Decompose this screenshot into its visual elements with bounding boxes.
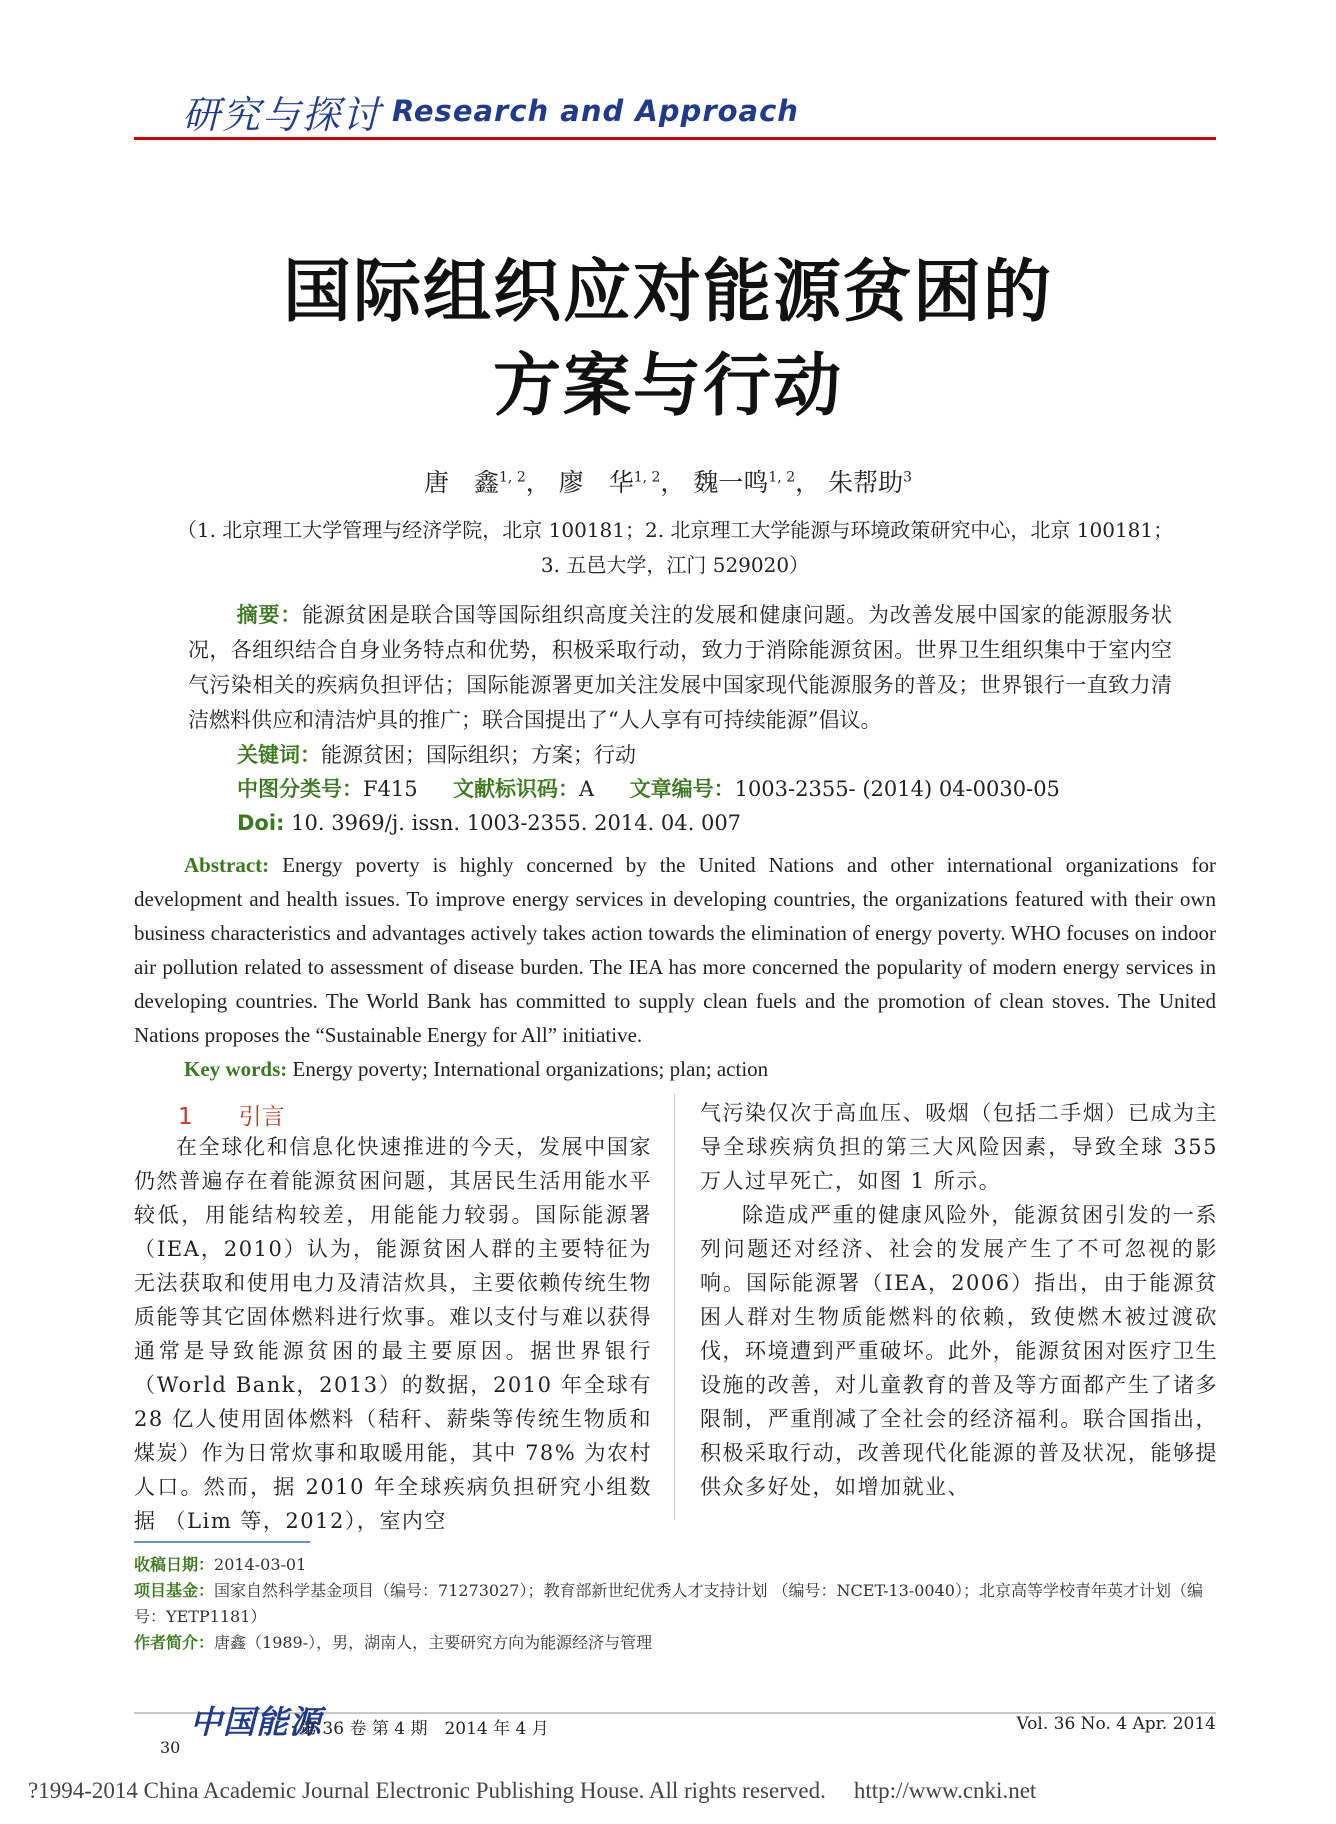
author-bio-label: 作者简介： — [134, 1633, 215, 1652]
affiliation-line-2: 3. 五邑大学，江门 529020） — [540, 553, 810, 577]
abstract-en-label: Abstract: — [184, 853, 270, 877]
issue-info-cn: 第 36 卷 第 4 期 2014 年 4 月 — [300, 1719, 549, 1739]
clc-label: 中图分类号： — [237, 777, 363, 801]
abstract-en-text: Energy poverty is highly concerned by the United Nations and other international organizations for development and health issues. To improve energy services in developing countries, the organizations featured with their own business characteristics and advantages actively takes action towards the elimination of energy poverty. WHO focuses on indoor air pollution related to assessment of disease burden. The IEA has more concerned the popularity of modern energy services in developing countries. The World Bank has committed to supply clean fuels and the promotion of clean stoves. The United Nations proposes the “Sustainable Energy for All” initiative. — [134, 853, 1217, 1047]
author-affil-mark: 1, 2 — [499, 469, 526, 486]
footnote-rule — [134, 1541, 310, 1543]
footnote-fund — [134, 1578, 1216, 1630]
doc-code-label: 文献标识码： — [453, 777, 580, 801]
section-title-cn: 研究与探讨 — [182, 93, 383, 137]
author-affil-mark: 3 — [903, 469, 912, 486]
cnki-link[interactable]: http://www.cnki.net — [853, 1778, 1037, 1803]
keywords-en-text: Energy poverty; International organizations; plan; action — [292, 1057, 769, 1081]
abstract-en — [134, 848, 1216, 1052]
body-column-left — [134, 1130, 652, 1538]
article-number-value: 1003-2355- (2014) 04-0030-05 — [734, 777, 1060, 801]
doi-line — [237, 806, 741, 840]
abstract-cn-label: 摘要： — [236, 603, 303, 627]
doi-label: Doi: — [237, 811, 285, 835]
author-name: 廖 华 — [558, 468, 634, 497]
clc-value: F415 — [363, 777, 418, 801]
section-title-en: Research and Approach — [392, 94, 799, 128]
issue-info-en: Vol. 36 No. 4 Apr. 2014 — [1016, 1714, 1216, 1734]
received-value: 2014-03-01 — [214, 1555, 307, 1574]
abstract-cn — [188, 598, 1172, 738]
classification-line — [237, 772, 1060, 806]
author-bio-value: 唐鑫（1989-），男，湖南人，主要研究方向为能源经济与管理 — [214, 1633, 653, 1652]
body-paragraph: 气污染仅次于高血压、吸烟（包括二手烟）已成为主导全球疾病负担的第三大风险因素，导致全球 355 万人过早死亡，如图 1 所示。 — [700, 1101, 1218, 1193]
copyright-text: ?1994-2014 China Academic Journal Electronic Publishing House. All rights reserved. — [28, 1778, 826, 1803]
keywords-cn-label: 关键词： — [237, 743, 321, 767]
article-number-label: 文章编号： — [629, 777, 735, 801]
author-affil-mark: 1, 2 — [768, 469, 796, 486]
journal-logo: 中国能源 — [190, 1703, 323, 1741]
footnote-received — [134, 1552, 1216, 1578]
keywords-cn-text: 能源贫困；国际组织；方案；行动 — [321, 743, 636, 767]
author-name: 朱帮助 — [828, 468, 904, 497]
affiliation-line-1: （1. 北京理工大学管理与经济学院，北京 100181；2. 北京理工大学能源与环境政策研究中心，北京 100181； — [176, 518, 1174, 542]
abstract-cn-text: 能源贫困是联合国等国际组织高度关注的发展和健康问题。为改善发展中国家的能源服务状况，各组织结合自身业务特点和优势，积极采取行动，致力于消除能源贫困。世界卫生组织集中于室内空气污染相关的疾病负担评估；国际能源署更加关注发展中国家现代能源服务的普及；世界银行一直致力清洁燃料供应和清洁炉具的推广；联合国提出了“人人享有可持续能源”倡议。 — [188, 603, 1173, 732]
author-affil-mark: 1, 2 — [633, 469, 661, 486]
copyright-line — [0, 1778, 1336, 1804]
header-rule — [134, 137, 1216, 140]
article-title — [0, 246, 1336, 434]
keywords-en-label: Key words: — [184, 1057, 288, 1081]
body-paragraph: 除造成严重的健康风险外，能源贫困引发的一系列问题还对经济、社会的发展产生了不可忽视的影响。国际能源署（IEA，2006）指出，由于能源贫困人群对生物质能燃料的依赖，致使燃木被过渡砍伐，环境遭到严重破坏。此外，能源贫困对医疗卫生设施的改善，对儿童教育的普及等方面都产生了诸多限制，严重削减了全社会的经济福利。联合国指出，积极采取行动，改善现代化能源的普及状况，能够提供众多好处，如增加就业、 — [700, 1203, 1218, 1499]
body-paragraph: 在全球化和信息化快速推进的今天，发展中国家仍然普遍存在着能源贫困问题，其居民生活用能水平较低，用能结构较差，用能能力较弱。国际能源署（IEA，2010）认为，能源贫困人群的主要特征为无法获取和使用电力及清洁炊具，主要依赖传统生物质能等其它固体燃料进行炊事。难以支付与难以获得通常是导致能源贫困的最主要原因。据世界银行（World Bank，2013）的数据，2010 年全球有 28 亿人使用固体燃料（秸秆、薪柴等传统生物质和煤炭）作为日常炊事和取暖用能，其中 78% 为农村人口。然而，据 2010 年全球疾病负担研究小组数据 （Lim 等，2012），室内空 — [134, 1135, 652, 1533]
author-name: 唐 鑫 — [424, 468, 500, 497]
column-divider — [674, 1094, 675, 1520]
author-list: 唐 鑫$^{1, 2}$， 廖 华$^{1, 2}$， 魏一鸣$^{1, 2}$， 朱帮助$^3$ — [424, 468, 912, 497]
section-1-heading: 1 引言 — [178, 1104, 285, 1130]
title-line-1: 国际组织应对能源贫困的 — [282, 253, 1053, 332]
doc-code-value: A — [579, 777, 595, 801]
affiliations — [134, 513, 1216, 583]
fund-label: 项目基金： — [134, 1581, 215, 1600]
title-line-2: 方案与行动 — [492, 347, 843, 426]
received-label: 收稿日期： — [134, 1555, 215, 1574]
fund-value: 国家自然科学基金项目（编号：71273027）；教育部新世纪优秀人才支持计划 （编号：NCET-13-0040）；北京高等学校青年英才计划（编号：YETP1181） — [134, 1581, 1203, 1626]
page-number: 30 — [160, 1738, 181, 1757]
author-name: 魏一鸣 — [693, 468, 769, 497]
body-column-right — [700, 1096, 1218, 1504]
doi-value: 10. 3969/j. issn. 1003-2355. 2014. 04. 007 — [291, 811, 742, 835]
footnote-author — [134, 1630, 1216, 1656]
keywords-en — [134, 1052, 1216, 1086]
keywords-cn — [237, 738, 636, 772]
